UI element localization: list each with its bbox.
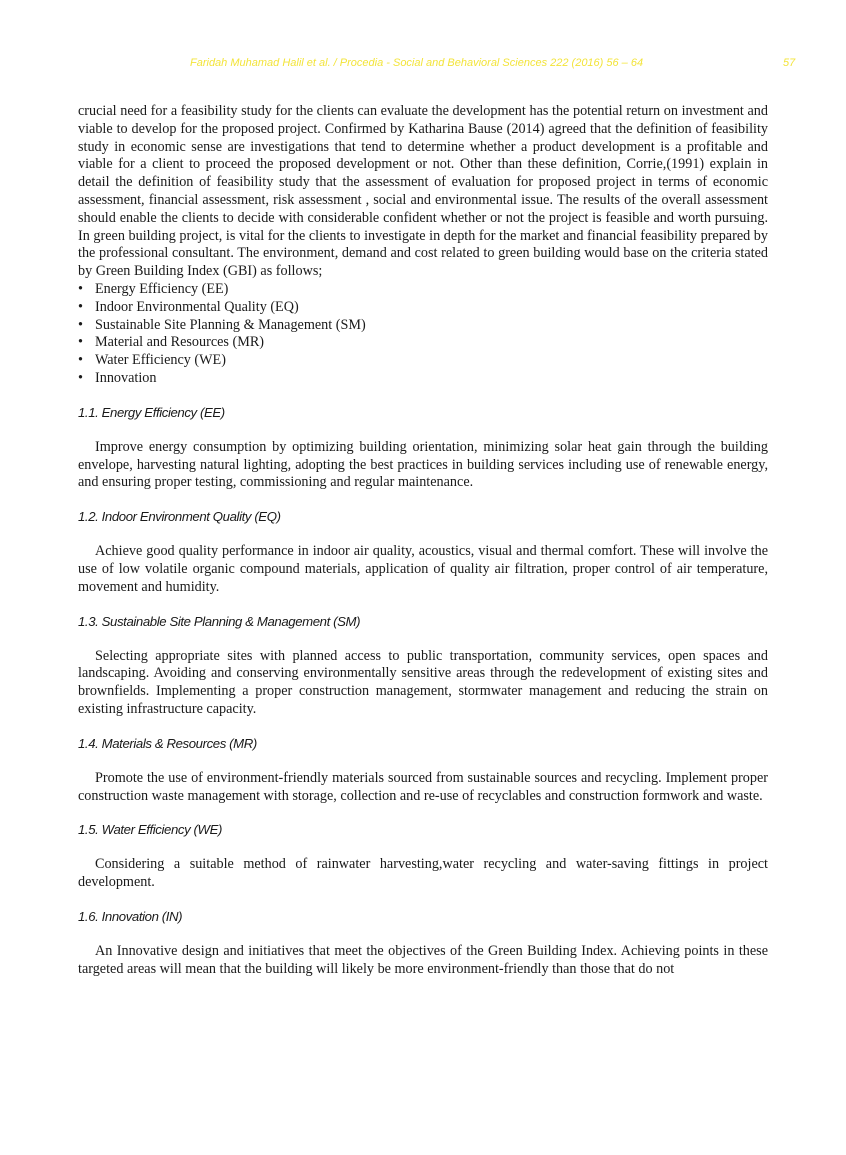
gbi-criteria-list [78,281,768,388]
section-heading-energy-efficiency: 1.1. Energy Efficiency (EE) [78,404,225,420]
bullet-icon: • [78,298,83,315]
list-item-label: Water Efficiency (WE) [95,352,226,369]
section-body-materials-resources: Promote the use of environment-friendly materials sourced from sustainable sources and recycling. Implement proper construction waste management with storage, collection and re-use of recyclables and construction formwork and waste. [78,769,768,804]
bullet-icon: • [78,352,83,369]
running-head [0,57,846,73]
list-item [78,317,768,335]
section-heading-materials-resources: 1.4. Materials & Resources (MR) [78,735,257,751]
section-body-sustainable-site-planning: Selecting appropriate sites with planned access to public transportation, community services, open spaces and landscaping. Avoiding and conserving environmentally sensitive areas through the redevelopment of existing sites and brownfields. Implementing a proper construction management, stormwater management and reducing the strain on existing infrastructure capacity. [78,647,768,717]
list-item [78,299,768,317]
bullet-icon: • [78,280,83,297]
intro-paragraph: crucial need for a feasibility study for the clients can evaluate the development has the potential return on investment and viable to develop for the proposed project. Confirmed by Katharina Bause (2014) agreed that the definition of feasibility study in economic sense are investigations that tend to determine whether a product development is a profitable and viable for a client to proceed the proposed development or not. Other than these definition, Corrie,(1991) explain in detail the definition of feasibility study that the assessment of evaluation for proposed project in terms of economic assessment, financial assessment, risk assessment , social and environmental issue. The results of the overall assessment should enable the clients to decide with considerable confident whether or not the project is feasible and worth pursuing. In green building project, is vital for the clients to investigate in depth for the market and financial feasibility prepared by the professional consultant. The environment, demand and cost related to green building would base on the criteria stated by Green Building Index (GBI) as follows; [78,103,768,280]
section-body-indoor-environment-quality: Achieve good quality performance in indoor air quality, acoustics, visual and thermal comfort. These will involve the use of low volatile organic compound materials, application of quality air filtration, proper control of air temperature, movement and humidity. [78,543,768,595]
page-body [78,103,768,979]
bullet-icon: • [78,369,83,386]
list-item [78,334,768,352]
section-body-energy-efficiency: Improve energy consumption by optimizing building orientation, minimizing solar heat gain through the building envelope, harvesting natural lighting, adopting the best practices in building services including use of renewable energy, and ensuring proper testing, commissioning and regular maintenance. [78,438,768,491]
section-body-water-efficiency: Considering a suitable method of rainwater harvesting,water recycling and water-saving fittings in project development. [78,856,768,891]
list-item-label: Energy Efficiency (EE) [95,280,229,297]
bullet-icon: • [78,334,83,351]
section-body-innovation: An Innovative design and initiatives that meet the objectives of the Green Building Index. Achieving points in these targeted areas will mean that the building will likely be more environment-friendly than those that do not [78,942,768,977]
list-item [78,370,768,388]
list-item-label: Sustainable Site Planning & Management (SM) [95,316,366,333]
section-heading-sustainable-site-planning: 1.3. Sustainable Site Planning & Management (SM) [78,613,361,629]
running-title: Faridah Muhamad Halil et al. / Procedia - Social and Behavioral Sciences 222 (2016) 56 – 64 [190,57,644,69]
list-item [78,352,768,370]
bullet-icon: • [78,316,83,333]
page-number: 57 [783,57,796,69]
list-item-label: Indoor Environmental Quality (EQ) [95,298,299,315]
section-heading-indoor-environment-quality: 1.2. Indoor Environment Quality (EQ) [78,509,281,525]
list-item-label: Material and Resources (MR) [95,334,265,351]
section-heading-innovation: 1.6. Innovation (IN) [78,908,183,924]
list-item-label: Innovation [95,369,157,386]
list-item [78,281,768,299]
section-heading-water-efficiency: 1.5. Water Efficiency (WE) [78,822,222,838]
